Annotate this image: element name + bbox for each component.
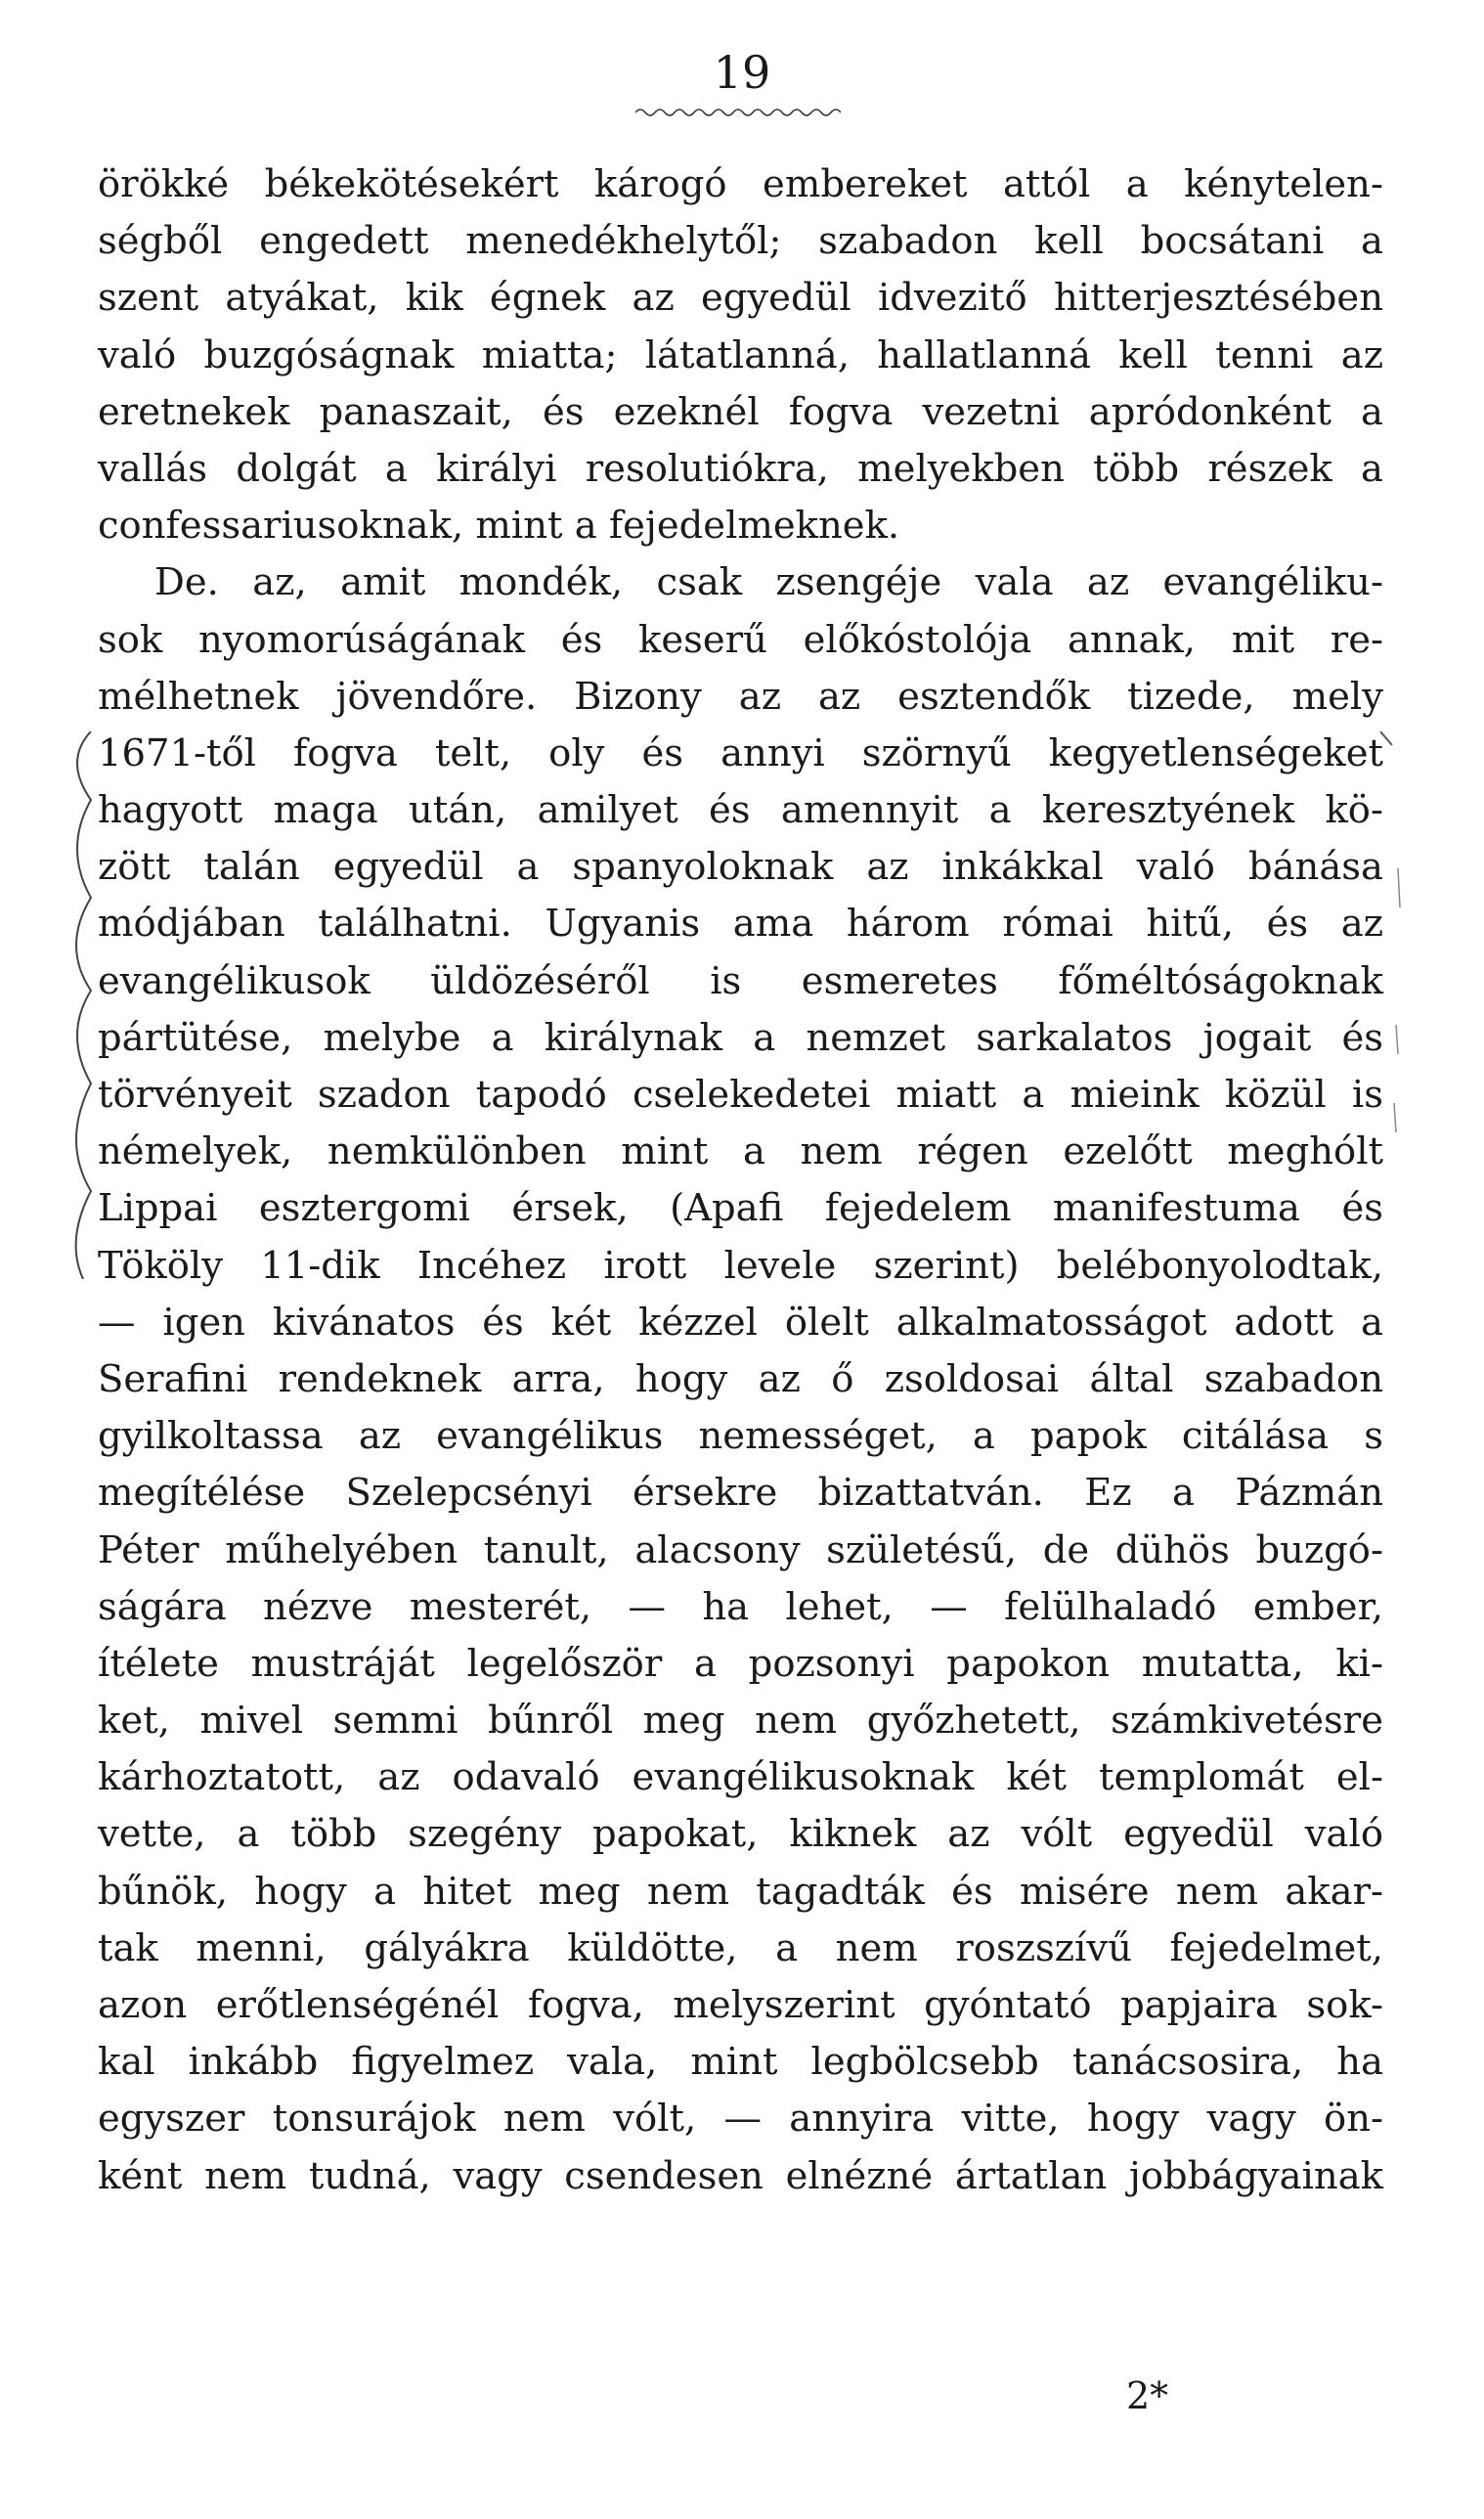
text-line: némelyek, nemkülönben mint a nem régen ezelőtt meghólt [98,1129,1383,1174]
text-line: bűnök, hogy a hitet meg nem tagadták és misére nem akar- [98,1869,1383,1914]
text-line: Tököly 11-dik Incéhez irott levele szerint) belébonyolodtak, [98,1243,1383,1288]
text-line: zött talán egyedül a spanyoloknak az inkákkal való bánása [98,845,1383,890]
text-line: vallás dolgát a királyi resolutiókra, melyekben több részek a [98,446,1383,491]
text-line: evangélikusok üldözéséről is esmeretes főméltóságoknak [98,958,1383,1003]
text-line: pártütése, melybe a királynak a nemzet sarkalatos jogait és [98,1015,1383,1060]
text-line: ként nem tudná, vagy csendesen elnézné ártatlan jobbágyainak [98,2153,1383,2198]
text-line: gyilkoltassa az evangélikus nemességet, a papok citálása s [98,1414,1383,1459]
text-line: módjában találhatni. Ugyanis ama három római hitű, és az [98,902,1383,947]
text-line: szent atyákat, kik égnek az egyedül idvezitő hitterjesztésében [98,276,1383,321]
text-line: megítélése Szelepcsényi érsekre bizattatván. Ez a Pázmán [98,1471,1383,1516]
text-line: De. az, amit mondék, csak zsengéje vala az evangéliku- [154,560,1383,605]
text-line: azon erőtlenségénél fogva, melyszerint gyóntató papjaira sok- [98,1983,1383,2027]
text-line: Serafini rendeknek arra, hogy az ő zsoldosai által szabadon [98,1356,1383,1401]
margin-bracket-mark [54,731,103,1279]
text-line: kárhoztatott, az odavaló evangélikusoknak két templomát el- [98,1755,1383,1800]
text-line: egyszer tonsurájok nem vólt, — annyira vitte, hogy vagy ön- [98,2097,1383,2142]
text-line: mélhetnek jövendőre. Bizony az az esztendők tizede, mely [98,674,1383,719]
text-line: kal inkább figyelmez vala, mint legbölcsebb tanácsosira, ha [98,2040,1383,2085]
text-line: ket, mivel semmi bűnről meg nem győzhetett, számkivetésre [98,1699,1383,1744]
text-line: hagyott maga után, amilyet és amennyit a keresztyének kö- [98,788,1383,833]
signature-mark: 2* [1126,2374,1169,2417]
text-line: sok nyomorúságának és keserű előkóstolója annak, mit re- [98,617,1383,662]
text-line: 1671-től fogva telt, oly és annyi szörnyű kegyetlenségeket [98,730,1383,775]
text-line: tak menni, gályákra küldötte, a nem roszszívű fejedelmet, [98,1925,1383,1970]
text-line: ségből engedett menedékhelytől; szabadon kell bocsátani a [98,219,1383,264]
paragraph [98,156,1383,554]
text-line: confessariusoknak, mint a fejedelmeknek. [98,504,900,549]
text-line: örökké békekötésekért károgó embereket attól a kénytelen- [98,162,1383,206]
body-text [98,156,1383,2205]
text-line: Lippai esztergomi érsek, (Apafi fejedelem manifestuma és [98,1186,1383,1231]
text-line: eretnekek panaszait, és ezeknél fogva vezetni apródonként a [98,389,1383,434]
wavy-rule-ornament [635,106,841,119]
text-line: törvényeit szadon tapodó cselekedetei miatt a mieink közül is [98,1073,1383,1117]
text-line: ítélete mustráját legelőször a pozsonyi papokon mutatta, ki- [98,1641,1383,1686]
text-line: Péter műhelyében tanult, alacsony születésű, de dühös buzgó- [98,1527,1383,1572]
paragraph [98,554,1383,2204]
text-line: — igen kivánatos és két kézzel ölelt alkalmatosságot adott a [98,1300,1383,1345]
page-number: 19 [713,46,771,99]
text-line: való buzgóságnak miatta; látatlanná, hallatlanná kell tenni az [98,332,1383,377]
text-line: ságára nézve mesterét, — ha lehet, — felülhaladó ember, [98,1584,1383,1629]
text-line: vette, a több szegény papokat, kiknek az vólt egyedül való [98,1812,1383,1857]
